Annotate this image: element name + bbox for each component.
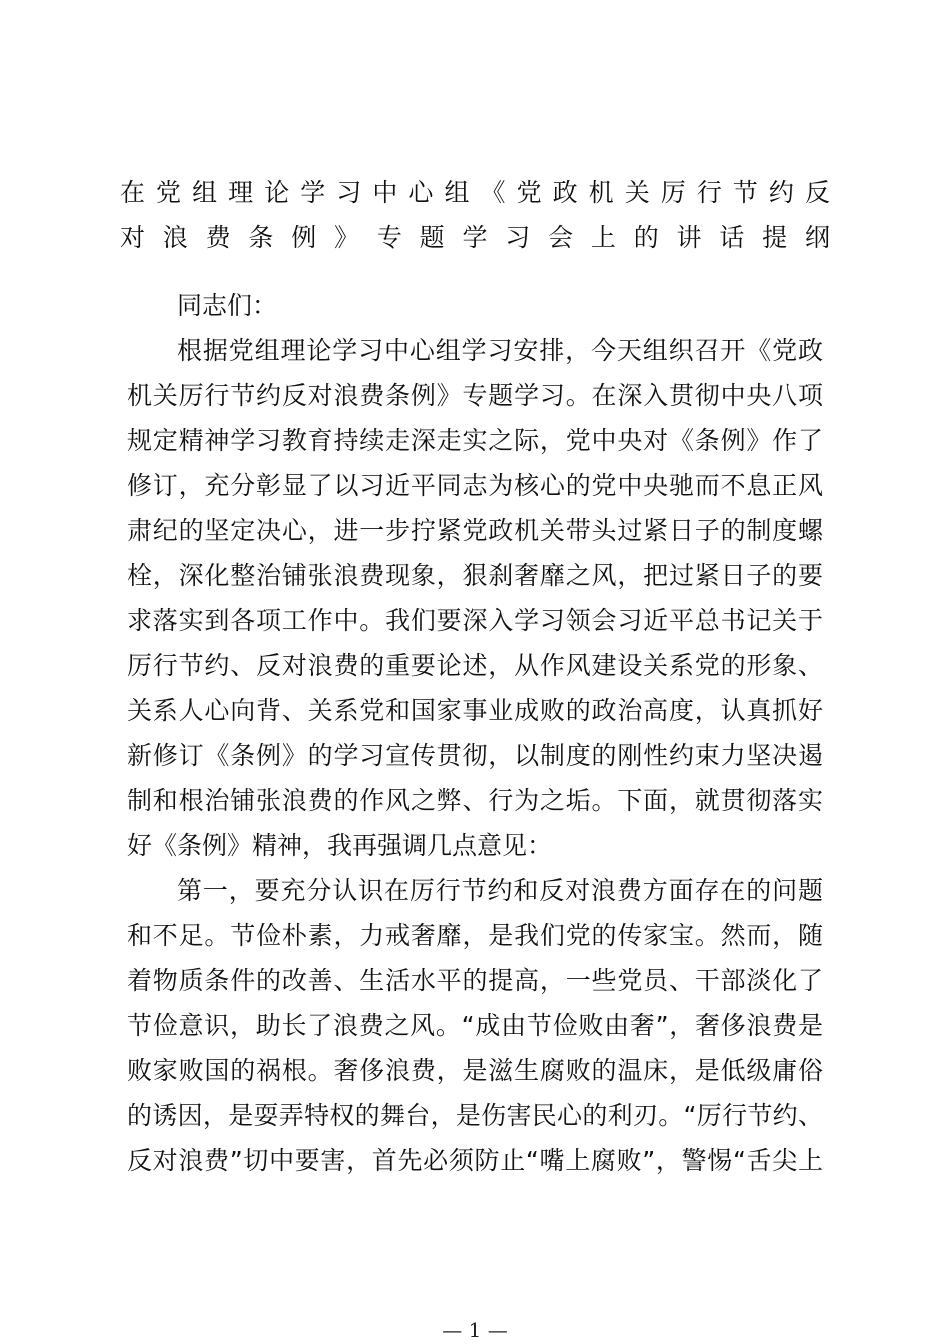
paragraph-line: 求落实到各项工作中。我们要深入学习领会习近平总书记关于 bbox=[127, 606, 823, 635]
paragraph-line: 关系人心向背、关系党和国家事业成败的政治高度，认真抓好 bbox=[127, 696, 823, 725]
paragraph-1 bbox=[127, 328, 823, 868]
document-title bbox=[120, 170, 830, 260]
paragraph-2 bbox=[127, 868, 823, 1183]
page-number: — 1 — bbox=[442, 1318, 508, 1342]
paragraph-line: 的诱因，是耍弄特权的舞台，是伤害民心的利刃。“厉行节约、 bbox=[127, 1101, 823, 1130]
paragraph-line: 好《条例》精神，我再强调几点意见： bbox=[127, 831, 553, 860]
paragraph-line: 新修订《条例》的学习宣传贯彻，以制度的刚性约束力坚决遏 bbox=[127, 741, 823, 770]
paragraph-line: 根据党组理论学习中心组学习安排，今天组织召开《党政 bbox=[177, 336, 823, 365]
paragraph-line: 节俭意识，助长了浪费之风。“成由节俭败由奢”，奢侈浪费是 bbox=[127, 1011, 823, 1040]
paragraph-line: 肃纪的坚定决心，进一步拧紧党政机关带头过紧日子的制度螺 bbox=[127, 516, 823, 545]
paragraph-line: 败家败国的祸根。奢侈浪费，是滋生腐败的温床，是低级庸俗 bbox=[127, 1056, 823, 1085]
salutation: 同志们： bbox=[177, 291, 278, 320]
title-line: 在党组理论学习中心组《党政机关厉行节约反 bbox=[120, 178, 830, 207]
paragraph-line: 规定精神学习教育持续走深走实之际，党中央对《条例》作了 bbox=[127, 426, 823, 455]
paragraph-line: 栓，深化整治铺张浪费现象，狠刹奢靡之风，把过紧日子的要 bbox=[127, 561, 823, 590]
document-body bbox=[127, 283, 823, 1183]
paragraph-line: 反对浪费”切中要害，首先必须防止“嘴上腐败”，警惕“舌尖上 bbox=[127, 1146, 823, 1175]
paragraph-line: 制和根治铺张浪费的作风之弊、行为之垢。下面，就贯彻落实 bbox=[127, 786, 823, 815]
paragraph-line: 和不足。节俭朴素，力戒奢靡，是我们党的传家宝。然而，随 bbox=[127, 921, 823, 950]
paragraph-line: 着物质条件的改善、生活水平的提高，一些党员、干部淡化了 bbox=[127, 966, 823, 995]
paragraph-line: 修订，充分彰显了以习近平同志为核心的党中央驰而不息正风 bbox=[127, 471, 823, 500]
paragraph-line: 第一，要充分认识在厉行节约和反对浪费方面存在的问题 bbox=[177, 876, 823, 905]
paragraph-line: 厉行节约、反对浪费的重要论述，从作风建设关系党的形象、 bbox=[127, 651, 823, 680]
paragraph-line: 机关厉行节约反对浪费条例》专题学习。在深入贯彻中央八项 bbox=[127, 381, 823, 410]
title-line: 对浪费条例》专题学习会上的讲话提纲 bbox=[120, 223, 830, 252]
